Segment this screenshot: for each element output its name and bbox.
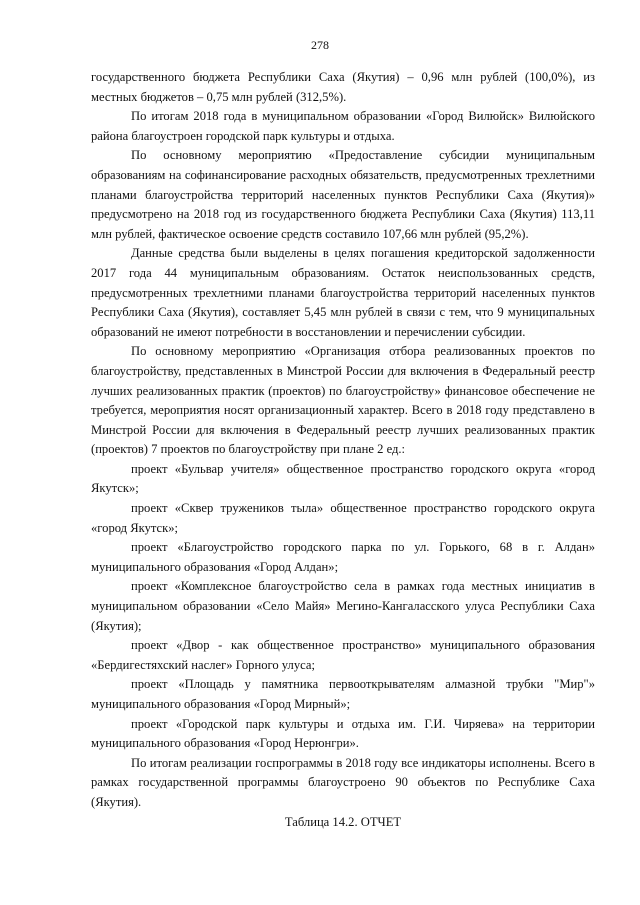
list-item-project-3: проект «Благоустройство городского парка по ул. Горького, 68 в г. Алдан» муниципального образования «Город Алдан»; bbox=[91, 540, 595, 574]
paragraph-vilyuisk-park: По итогам 2018 года в муниципальном образовании «Город Вилюйск» Вилюйского района благоустроен городской парк культуры и отдыха. bbox=[91, 109, 595, 143]
paragraph-subsidy-measure: По основному мероприятию «Предоставление субсидии муниципальным образованиям на софинансирование расходных обязательств, предусмотренных трехлетними планами благоустройства территорий населенных пунктов Республики Саха (Якутия)» предусмотрено на 2018 год из государственного бюджета Республики Саха (Якутия) 113,11 млн рублей, фактическое освоение средств составило 107,66 млн рублей (95,2%). bbox=[91, 148, 595, 241]
list-item-project-1: проект «Бульвар учителя» общественное пространство городского округа «город Якутск»; bbox=[91, 461, 595, 496]
paragraph-creditor-debt: Данные средства были выделены в целях погашения кредиторской задолженности 2017 года 44 муниципальным образованиям. Остаток неиспользованных средств, предусмотренных трехлетними планами благоустройства территорий населенных пунктов Республики Саха (Якутия), составляет 5,45 млн рублей в связи с тем, что 9 муниципальных образований не имеют потребности в восстановлении и перечислении субсидии. bbox=[91, 246, 595, 339]
page-number: 278 bbox=[311, 38, 329, 52]
body-text bbox=[91, 68, 595, 832]
paragraph-project-selection: По основному мероприятию «Организация отбора реализованных проектов по благоустройству, представленных в Минстрой России для включения в Федеральный реестр лучших реализованных практик (проектов) по благоустройству» финансовое обеспечение не требуется, мероприятия носят организационный характер. Всего в 2018 году представлено в Минстрой России для включения в Федеральный реестр лучших реализованных практик (проектов) 7 проектов по благоустройству при плане 2 ед.: bbox=[91, 344, 595, 457]
list-item-project-2: проект «Сквер тружеников тыла» общественное пространство городского округа «город Якутск»; bbox=[91, 501, 595, 535]
list-item-project-7: проект «Городской парк культуры и отдыха им. Г.И. Чиряева» на территории муниципального образования «Город Нерюнгри». bbox=[91, 716, 595, 751]
paragraph-continuation: государственного бюджета Республики Саха (Якутия) – 0,96 млн рублей (100,0%), из местных бюджетов – 0,75 млн рублей (312,5%). bbox=[91, 70, 595, 104]
list-item-project-4: проект «Комплексное благоустройство села в рамках года местных инициатив в муниципальном образовании «Село Майя» Мегино-Кангаласского улуса Республики Саха (Якутия); bbox=[91, 579, 595, 633]
list-item-project-6: проект «Площадь у памятника первооткрывателям алмазной трубки "Мир"» муниципального образования «Город Мирный»; bbox=[91, 677, 595, 711]
paragraph-results: По итогам реализации госпрограммы в 2018 году все индикаторы исполнены. Всего в рамках государственной программы благоустроено 90 объектов по Республике Саха (Якутия). bbox=[91, 755, 595, 809]
table-caption: Таблица 14.2. ОТЧЕТ bbox=[284, 814, 402, 829]
list-item-project-5: проект «Двор - как общественное пространство» муниципального образования «Бердигестяхский наслег» Горного улуса; bbox=[91, 638, 595, 672]
